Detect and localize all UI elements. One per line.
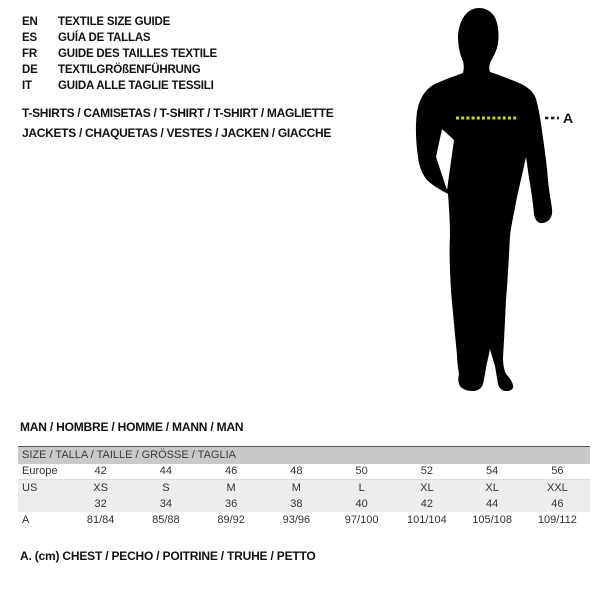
table-cell: 109/112 [537, 513, 577, 526]
table-cell: 42 [68, 464, 133, 480]
language-row-it [22, 78, 217, 94]
table-cell: 85/88 [152, 513, 180, 526]
table-cell: 42 [394, 496, 459, 512]
language-row-de [22, 62, 217, 78]
table-cell: 44 [460, 496, 525, 512]
table-cell: 81/84 [86, 513, 115, 526]
table-cell: 52 [394, 464, 459, 480]
table-cell: L [329, 480, 394, 496]
table-header-row [18, 447, 590, 464]
table-cell: 36 [199, 496, 264, 512]
table-cell: 56 [525, 464, 590, 480]
table-cell: 93/96 [282, 513, 311, 526]
language-row-fr [22, 46, 217, 62]
guide-title: TEXTILE SIZE GUIDE [58, 16, 171, 28]
language-title-list [22, 14, 217, 94]
language-code: ES [22, 32, 37, 44]
section-title: MAN / HOMBRE / HOMME / MANN / MAN [20, 420, 244, 434]
language-row-es [22, 30, 217, 46]
language-code: IT [22, 80, 32, 92]
language-row-en [22, 14, 217, 30]
table-cell: 40 [329, 496, 394, 512]
table-cell: 105/108 [472, 513, 512, 526]
table-row-us [18, 480, 590, 496]
table-cell: 46 [525, 496, 590, 512]
table-cell: 32 [68, 496, 133, 512]
size-table [18, 446, 590, 528]
measurement-label-a: A [563, 110, 574, 126]
row-label [18, 496, 68, 512]
table-cell: XL [460, 480, 525, 496]
measurement-footnote: A. (cm) CHEST / PECHO / POITRINE / TRUHE / PETTO [20, 549, 316, 563]
table-row-europe [18, 464, 590, 480]
table-cell: 34 [133, 496, 198, 512]
guide-title: GUIDA ALLE TAGLIE TESSILI [58, 80, 214, 92]
table-cell: XS [68, 480, 133, 496]
table-cell: 50 [329, 464, 394, 480]
table-cell: 97/100 [344, 513, 379, 526]
table-cell: 54 [460, 464, 525, 480]
table-cell: XXL [525, 480, 590, 496]
language-code: FR [22, 48, 37, 60]
table-cell: 89/92 [217, 513, 245, 526]
row-label: US [18, 480, 68, 496]
guide-title: GUÍA DE TALLAS [58, 32, 151, 44]
category-jackets: JACKETS / CHAQUETAS / VESTES / JACKEN / GIACCHE [22, 126, 332, 140]
table-row-chest [18, 512, 590, 528]
table-cell: 101/104 [406, 513, 447, 526]
table-cell: XL [394, 480, 459, 496]
language-code: DE [22, 64, 38, 76]
row-label: Europe [18, 464, 68, 480]
table-cell: 44 [133, 464, 198, 480]
table-header: SIZE / TALLA / TAILLE / GRÖSSE / TAGLIA [18, 447, 590, 464]
guide-title: GUIDE DES TAILLES TEXTILE [58, 48, 217, 60]
man-silhouette-svg [395, 0, 595, 410]
table-cell: M [264, 480, 329, 496]
man-silhouette-shape [416, 8, 552, 391]
table-row-numeric [18, 496, 590, 512]
table-cell: 46 [199, 464, 264, 480]
table-cell: 38 [264, 496, 329, 512]
guide-title: TEXTILGRÖßENFÜHRUNG [58, 64, 201, 76]
category-tshirts: T-SHIRTS / CAMISETAS / T-SHIRT / T-SHIRT / MAGLIETTE [22, 106, 334, 120]
table-cell: S [133, 480, 198, 496]
garment-categories [22, 103, 334, 143]
row-label: A [22, 513, 30, 526]
language-code: EN [22, 16, 38, 28]
table-cell: M [199, 480, 264, 496]
table-cell: 48 [264, 464, 329, 480]
man-silhouette-figure [395, 0, 595, 410]
